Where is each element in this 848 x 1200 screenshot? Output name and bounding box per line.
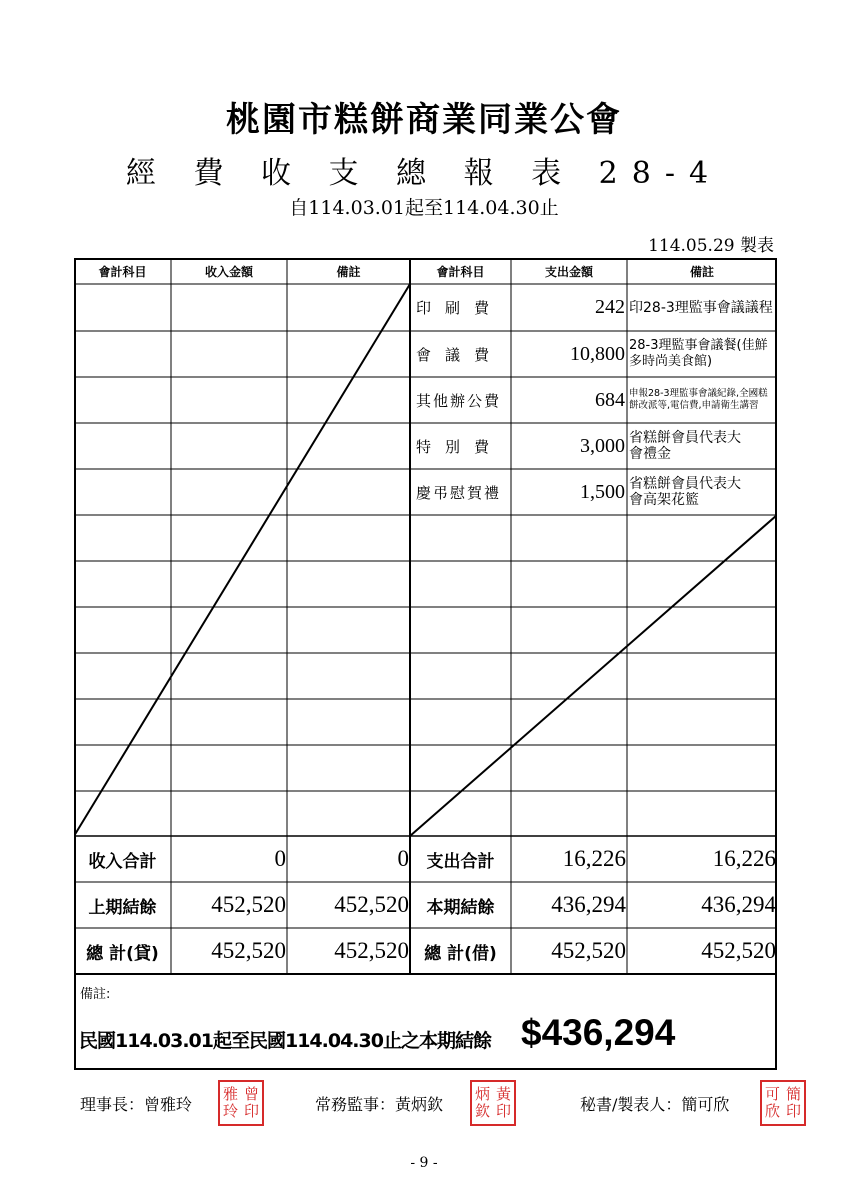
header-expense-amount: 支出金額 [544,264,593,279]
expense-amount-printing: 242 [595,296,625,318]
credit-total-note: 452,520 [334,938,409,963]
report-period: 自114.03.01起至114.04.30止 [289,197,559,219]
expense-total-note: 16,226 [712,846,776,871]
seal-char: 印 [495,1102,511,1120]
header-income-item: 會計科目 [98,264,147,279]
secretary-signature: 秘書/製表人：簡可欣 [580,1095,730,1114]
remark-label: 備註: [80,987,111,1002]
prev-balance-note: 452,520 [334,892,409,917]
seal-char: 印 [243,1102,259,1120]
expense-note-meeting: 28-3理監事會議餐(佳鮮多時尚美食館) [629,338,768,369]
expense-item-printing: 印刷費 [416,299,504,317]
seal-char: 玲 [222,1102,238,1120]
expense-item-gifts: 慶弔慰賀禮 [416,483,502,502]
page-number: - 9 - [410,1155,438,1171]
income-total-label: 收入合計 [88,851,157,872]
debit-total-label: 總 計(借) [424,943,497,964]
expense-item-meeting: 會議費 [416,345,504,364]
debit-total-note: 452,520 [701,938,776,963]
seal-char: 黃 [495,1085,511,1103]
expense-amount-gifts: 1,500 [580,480,625,503]
curr-balance-note: 436,294 [701,892,776,917]
seal-char: 簡 [785,1085,801,1103]
made-date: 114.05.29 製表 [648,236,774,256]
supervisor-signature: 常務監事：黃炳欽 [315,1095,444,1114]
seal-char: 欣 [764,1102,780,1120]
expense-total: 16,226 [562,846,626,871]
header-expense-item: 會計科目 [436,264,485,279]
curr-balance: 436,294 [551,892,626,917]
expense-amount-office: 684 [595,388,625,411]
supervisor-seal [470,1080,516,1126]
seal-char: 雅 [222,1085,238,1103]
expense-note-special: 省糕餅會員代表大會禮金 [629,430,741,462]
remark-amount: $436,294 [521,1012,676,1053]
header-expense-note: 備註 [689,264,714,279]
curr-balance-label: 本期結餘 [426,897,495,918]
chairman-seal [218,1080,264,1126]
debit-total: 452,520 [551,938,626,963]
header-income-amount: 收入金額 [204,264,253,279]
prev-balance: 452,520 [211,892,286,917]
expense-item-office: 其他辦公費 [416,391,502,410]
expense-note-gifts: 省糕餅會員代表大會高架花籃 [629,476,741,508]
seal-char: 曾 [243,1085,259,1103]
remark-text: 民國114.03.01起至民國114.04.30止之本期結餘 [79,1030,491,1052]
prev-balance-label: 上期結餘 [88,897,157,918]
report-title: 經 費 收 支 總 報 表 28-4 [125,156,723,191]
ledger-table [74,258,777,1070]
header-income-note: 備註 [336,264,361,279]
expense-total-label: 支出合計 [426,851,495,872]
seal-char: 欽 [474,1102,490,1120]
seal-char: 印 [785,1102,801,1120]
secretary-seal [760,1080,806,1126]
seal-char: 炳 [474,1085,490,1103]
income-total: 0 [274,846,286,871]
expense-amount-meeting: 10,800 [570,342,625,365]
expense-item-special: 特別費 [416,437,504,456]
income-total-note: 0 [397,846,409,871]
chairman-signature: 理事長：曾雅玲 [80,1095,193,1114]
seal-char: 可 [764,1085,780,1103]
expense-note-printing: 印28-3理監事會議議程 [629,299,773,316]
expense-amount-special: 3,000 [580,434,625,457]
org-title: 桃園市糕餅商業同業公會 [226,100,622,140]
credit-total-label: 總 計(貸) [86,943,159,964]
expense-note-office: 申報28-3理監事會議紀錄,全國糕餅改派等,電信費,申請衛生講習 [629,388,768,411]
credit-total: 452,520 [211,938,286,963]
